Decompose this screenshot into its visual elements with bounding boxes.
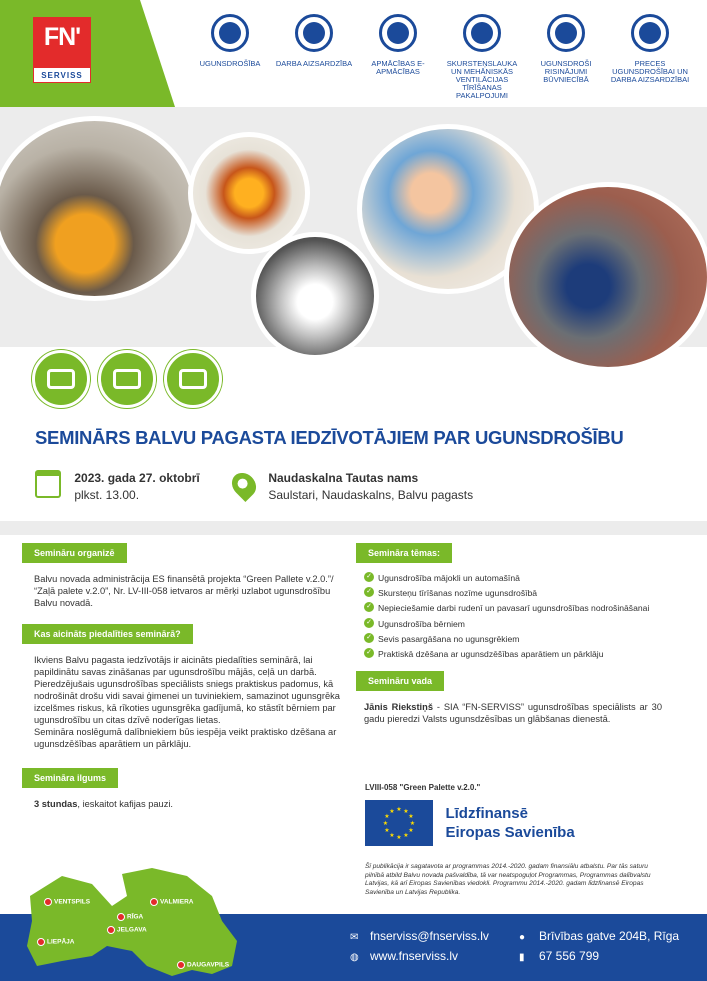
organizer-section — [22, 543, 344, 609]
service-construction: UGUNSDROŠI RISINĀJUMI BŪVNIECĪBĀ — [526, 14, 606, 100]
service-fire-safety: UGUNSDROŠĪBA — [190, 14, 270, 100]
envelope-icon: ✉ — [350, 932, 359, 943]
globe-icon: ◍ — [350, 952, 359, 963]
location-pin-icon — [227, 468, 261, 502]
duration-text: 3 stundas, ieskaitot kafijas pauzi. — [34, 799, 174, 809]
event-date — [35, 470, 200, 504]
list-item: ✓ Ugunsdrošība mājokli un automašīnā — [364, 573, 662, 583]
topic-icons — [32, 350, 222, 408]
svg-text:★: ★ — [389, 808, 395, 815]
svg-text:★: ★ — [389, 832, 395, 839]
lead-heading: Semināru vada — [356, 671, 444, 691]
email-contact[interactable]: ✉ fnserviss@fnserviss.lv — [350, 929, 489, 943]
lead-text: Jānis Riekstiņš - SIA “FN-SERVISS” ugunsdrošības speciālists ar 30 gadu pieredzi Valsts ugunsdzēsības un glābšanas dienestā. — [364, 702, 662, 724]
organizer-text: Balvu novada administrācija ES finansētā projekta “Green Pallete v.2.0.”/ “Zaļā palete v.2.0”, Nr. LV-III-058 ietvaros ar mērķi uzlabot ugunsdrošību Balvu novadā. — [34, 574, 334, 608]
fire-extinguisher-photo — [0, 116, 197, 301]
smoking-pan-photo — [251, 232, 379, 360]
eu-section — [365, 783, 665, 897]
who-section — [22, 624, 344, 750]
list-item: ✓ Sevis pasargāšana no ugunsgrēkiem — [364, 634, 662, 644]
list-item: ✓ Praktiskā dzēšana ar ugunsdzēšības aparātiem un pārklāju — [364, 649, 662, 659]
web-contact[interactable]: ◍ www.fnserviss.lv — [350, 949, 459, 963]
city-ventspils: VENTSPILS — [44, 898, 90, 906]
eu-cofinanced-label: Līdzfinansē Eiropas Savienība — [445, 805, 575, 841]
extinguisher-icon — [164, 350, 222, 408]
svg-text:★: ★ — [384, 827, 390, 834]
date-text: 2023. gada 27. oktobrī — [74, 471, 200, 485]
city-jelgava: JELGAVA — [107, 926, 147, 934]
fire-icon — [211, 14, 249, 52]
page-title: SEMINĀRS BALVU PAGASTA IEDZĪVOTĀJIEM PAR UGUNSDROŠĪBU — [35, 427, 624, 448]
svg-text:★: ★ — [408, 827, 414, 834]
latvia-map — [22, 866, 240, 981]
duration-section — [22, 768, 344, 810]
eu-disclaimer: Šī publikācija ir sagatavota ar programmas 2014.-2020. gadam finansiālu atbalstu. Par tās saturu pilnībā atbild Balvu novada pašvaldība, tā var neatspoguļot Programmas, Programmas dalībvalstu Latvijas, kā arī Eiropas Savienības viedokli. Programmu 2014.-2020. gadam līdzfinansē Eiropas Savienība un Latvijas Republika. — [365, 863, 651, 896]
phone-icon: ▮ — [519, 952, 525, 963]
flame-icon — [98, 350, 156, 408]
list-item: ✓ Skursteņu tīrīšanas nozīme ugunsdrošībā — [364, 588, 662, 598]
svg-text:★: ★ — [403, 832, 409, 839]
fn-serviss-logo: FN' SERVISS — [33, 17, 91, 83]
phone-contact[interactable]: ▮ 67 556 799 — [519, 949, 600, 963]
who-text: Ikviens Balvu pagasta iedzīvotājs ir aicināts piedalīties seminārā, lai papildinātu savas zināšanas par ugunsdrošību mājās, ceļā un darbā. Pieredzējušais ugunsdrošības speciālists sniegs praktiskus padomus, kā nodrošināt drošu vidi savai ģimenei un tuviniekiem, samazinot ugunsgrēka izcelšmes riskus, kā rīkoties ugunsgrēka gadījumā, ko stāstīt bērniem par ugunsdrošību un citas dzīvē noderīgas lietas. — [34, 655, 340, 725]
topics-section — [356, 543, 662, 664]
helmet-icon — [295, 14, 333, 52]
organizer-heading: Semināru organizē — [22, 543, 127, 563]
svg-text:★: ★ — [408, 813, 414, 820]
service-training: APMĀCĪBAS E-APMĀCĪBAS — [358, 14, 438, 100]
time-text: plkst. 13.00. — [74, 488, 140, 502]
chimney-brush-icon — [463, 14, 501, 52]
place-address: Saulstari, Naudaskalns, Balvu pagasts — [268, 488, 474, 502]
list-item: ✓ Nepieciešamie darbi rudenī un pavasarī ugunsdrošības nodrošināšanai — [364, 603, 662, 613]
service-chimney: SKURSTEŅSLAUKA UN MEHĀNISKĀS VENTILĀCIJAS TĪRĪŠANAS PAKALPOJUMI — [442, 14, 522, 100]
services-row — [190, 14, 690, 100]
graduation-cap-icon — [32, 350, 90, 408]
service-products: PRECES UGUNSDROŠĪBAI UN DARBA AIZSARDZĪBAI — [610, 14, 690, 100]
header — [0, 0, 707, 107]
event-place — [233, 470, 473, 504]
svg-text:★: ★ — [396, 806, 402, 813]
divider-band — [0, 521, 707, 535]
svg-text:★: ★ — [403, 808, 409, 815]
products-icon — [631, 14, 669, 52]
city-daugavpils: DAUGAVPILS — [177, 961, 229, 969]
calendar-icon — [35, 470, 61, 498]
who-text-2: Semināra noslēgumā dalībniekiem būs iespēja veikt praktisko dzēšana ar ugunsdzēšības aparātiem un pārklāju. — [34, 727, 337, 749]
place-name: Naudaskalna Tautas nams — [268, 471, 419, 485]
city-valmiera: VALMIERA — [150, 898, 193, 906]
topics-heading: Semināra tēmas: — [356, 543, 452, 563]
address-contact: ● Brīvības gatve 204B, Rīga — [519, 929, 680, 943]
eu-flag-icon — [365, 800, 433, 846]
svg-text:★: ★ — [409, 820, 416, 827]
lead-section — [356, 671, 662, 725]
svg-text:★: ★ — [384, 813, 390, 820]
chimney-sweep-photo — [504, 182, 707, 372]
topics-list — [356, 573, 662, 659]
svg-text:★: ★ — [396, 834, 402, 841]
duration-heading: Semināra ilgums — [22, 768, 118, 788]
location-icon: ● — [519, 932, 526, 943]
city-riga: RĪGA — [117, 913, 143, 921]
list-item: ✓ Ugunsdrošība bērniem — [364, 619, 662, 629]
city-liepaja: LIEPĀJA — [37, 938, 74, 946]
service-work-safety: DARBA AIZSARDZĪBA — [274, 14, 354, 100]
who-heading: Kas aicināts piedalīties seminārā? — [22, 624, 193, 644]
graduation-cap-icon — [379, 14, 417, 52]
eu-project-label: LVIII-058 "Green Palette v.2.0." — [365, 783, 481, 792]
svg-text:★: ★ — [382, 820, 389, 827]
building-crane-icon — [547, 14, 585, 52]
